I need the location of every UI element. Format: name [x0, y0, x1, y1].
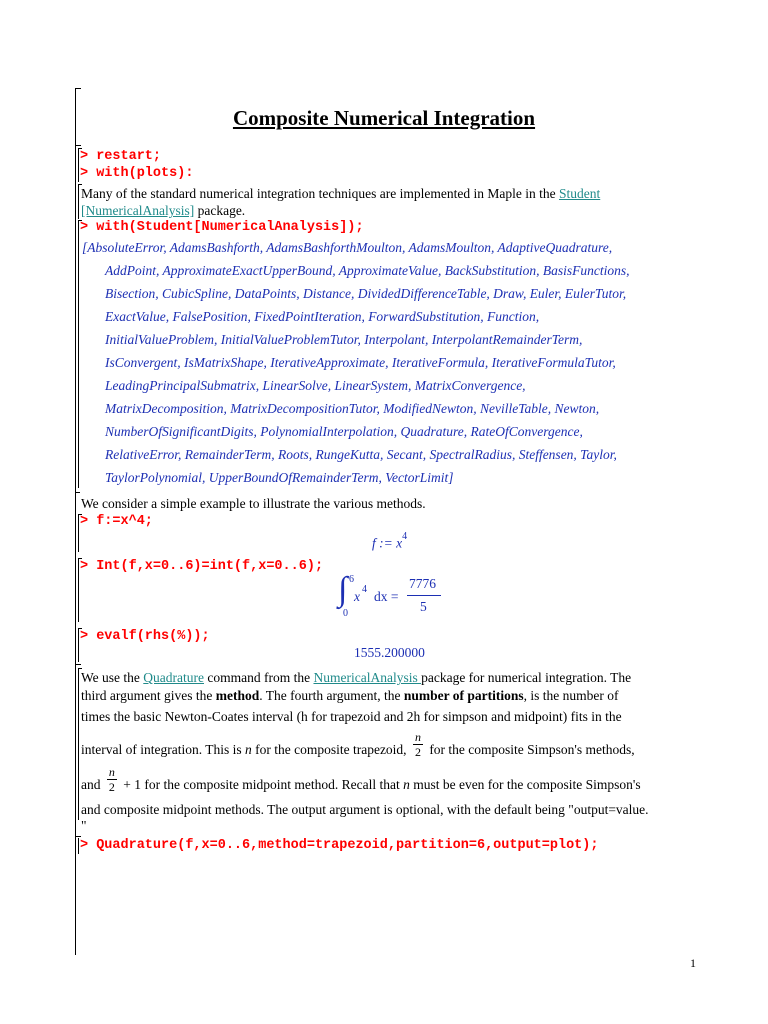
- integral-integrand: x: [354, 589, 360, 604]
- n-over-2-fraction: [413, 730, 423, 759]
- group-bracket: [78, 558, 79, 622]
- partitions-bold: number of partitions: [403, 688, 524, 703]
- group-bracket: [78, 628, 79, 662]
- group-bracket: [78, 184, 79, 219]
- method-line-6: and composite midpoint methods. The output argument is optional, with the default being "output=value.: [81, 802, 649, 817]
- intro-text-before: Many of the standard numerical integration techniques are implemented in Maple in the: [81, 186, 559, 201]
- method-text: for the composite trapezoid,: [251, 741, 410, 757]
- output-line: AddPoint, ApproximateExactUpperBound, ApproximateValue, BackSubstitution, BasisFunctions,: [105, 263, 630, 278]
- with-student-command[interactable]: > with(Student[NumericalAnalysis]);: [80, 220, 364, 235]
- group-bracket: [78, 514, 79, 552]
- numerical-analysis-link-2[interactable]: NumericalAnalysis: [313, 670, 422, 685]
- output-line: Bisection, CubicSpline, DataPoints, Distance, DividedDifferenceTable, Draw, Euler, EulerTutor,: [105, 286, 627, 301]
- group-bracket: [78, 220, 79, 488]
- output-line: InitialValueProblem, InitialValueProblemTutor, Interpolant, InterpolantRemainderTerm,: [105, 332, 583, 347]
- method-text: package for numerical integration. The: [421, 670, 632, 685]
- method-text: We use the: [81, 670, 144, 685]
- section-bracket-top: [75, 88, 81, 89]
- method-text: third argument gives the: [81, 688, 216, 703]
- f-output-lhs: f := x: [372, 535, 403, 551]
- fraction-numerator: n: [108, 765, 115, 779]
- method-text: for the composite midpoint method. Recall that: [141, 776, 404, 792]
- group-bracket: [75, 145, 81, 146]
- f-output: [372, 531, 408, 552]
- method-line-2: [81, 688, 618, 704]
- intro-text: [81, 185, 661, 219]
- method-text: interval of integration. This is: [81, 741, 245, 757]
- method-text: for the composite Simpson's methods,: [425, 741, 635, 757]
- method-line-5: [81, 765, 641, 794]
- group-bracket: [75, 836, 81, 837]
- quadrature-command[interactable]: > Quadrature(f,x=0..6,method=trapezoid,partition=6,output=plot);: [80, 838, 599, 853]
- method-text: and: [81, 776, 104, 792]
- group-bracket: [78, 838, 79, 854]
- method-line-7: ": [81, 818, 87, 833]
- integral-sign: ∫: [338, 571, 348, 608]
- output-line: LeadingPrincipalSubmatrix, LinearSolve, LinearSystem, MatrixConvergence,: [105, 378, 526, 393]
- method-line-3: times the basic Newton-Coates interval (h for trapezoid and 2h for simpson and midpoint) fits in the: [81, 709, 622, 724]
- method-text: , is the number of: [523, 688, 619, 703]
- method-bold: method: [215, 688, 260, 703]
- method-text: must be even for the composite Simpson's: [409, 776, 641, 792]
- group-bracket-end: [78, 668, 82, 669]
- method-text: . The fourth argument, the: [259, 688, 404, 703]
- integral-output: [330, 571, 460, 622]
- method-line-1: [81, 670, 631, 686]
- section-bracket[interactable]: [75, 88, 76, 955]
- evalf-command[interactable]: > evalf(rhs(%));: [80, 629, 210, 644]
- fraction-numerator: n: [414, 730, 421, 744]
- example-text: We consider a simple example to illustrate the various methods.: [81, 496, 426, 511]
- int-command[interactable]: > Int(f,x=0..6)=int(f,x=0..6);: [80, 559, 324, 574]
- integral-dx: dx =: [374, 589, 399, 604]
- fraction-denominator: 2: [414, 745, 421, 759]
- output-line: TaylorPolynomial, UpperBoundOfRemainderTerm, VectorLimit]: [105, 470, 454, 485]
- integral-numerator: 7776: [409, 576, 436, 591]
- intro-text-after: package.: [194, 203, 246, 218]
- n-variable: n: [244, 741, 252, 757]
- integral-upper: 6: [349, 574, 354, 585]
- group-bracket: [78, 668, 79, 820]
- fraction-bar: [407, 595, 441, 596]
- plus-one: + 1: [119, 776, 141, 792]
- group-bracket-end: [75, 492, 80, 493]
- group-bracket: [75, 664, 81, 665]
- restart-command[interactable]: > restart;: [80, 149, 162, 164]
- integral-exponent: 4: [362, 584, 367, 595]
- integral-denominator: 5: [420, 599, 427, 614]
- output-line: [AbsoluteError, AdamsBashforth, AdamsBashforthMoulton, AdamsMoulton, AdaptiveQuadrature,: [82, 240, 613, 255]
- integral-lower: 0: [343, 608, 348, 619]
- quadrature-link[interactable]: Quadrature: [143, 670, 204, 685]
- output-line: IsConvergent, IsMatrixShape, IterativeApproximate, IterativeFormula, IterativeFormulaTutor,: [105, 355, 616, 370]
- fraction-denominator: 2: [108, 780, 115, 794]
- student-link[interactable]: Student: [558, 186, 601, 201]
- output-line: ExactValue, FalsePosition, FixedPointIteration, ForwardSubstitution, Function,: [105, 309, 540, 324]
- group-bracket: [78, 148, 79, 182]
- page-number: 1: [690, 956, 696, 970]
- page-title: Composite Numerical Integration: [232, 106, 536, 130]
- method-line-4: [81, 730, 635, 759]
- numerical-analysis-link[interactable]: [NumericalAnalysis]: [81, 203, 195, 218]
- n-over-2-fraction: [107, 765, 117, 794]
- output-line: NumberOfSignificantDigits, PolynomialInterpolation, Quadrature, RateOfConvergence,: [105, 424, 583, 439]
- f-output-exp: 4: [402, 531, 408, 542]
- output-line: MatrixDecomposition, MatrixDecompositionTutor, ModifiedNewton, NevilleTable, Newton,: [105, 401, 600, 416]
- n-variable: n: [403, 776, 410, 792]
- group-bracket: [75, 492, 76, 510]
- f-definition-command[interactable]: > f:=x^4;: [80, 514, 153, 529]
- package-output: [82, 236, 722, 486]
- with-plots-command[interactable]: > with(plots):: [80, 166, 194, 181]
- output-line: RelativeError, RemainderTerm, Roots, RungeKutta, Secant, SpectralRadius, Steffensen, Taylor,: [105, 447, 617, 462]
- evalf-output: 1555.200000: [354, 645, 425, 660]
- method-text: command from the: [204, 670, 314, 685]
